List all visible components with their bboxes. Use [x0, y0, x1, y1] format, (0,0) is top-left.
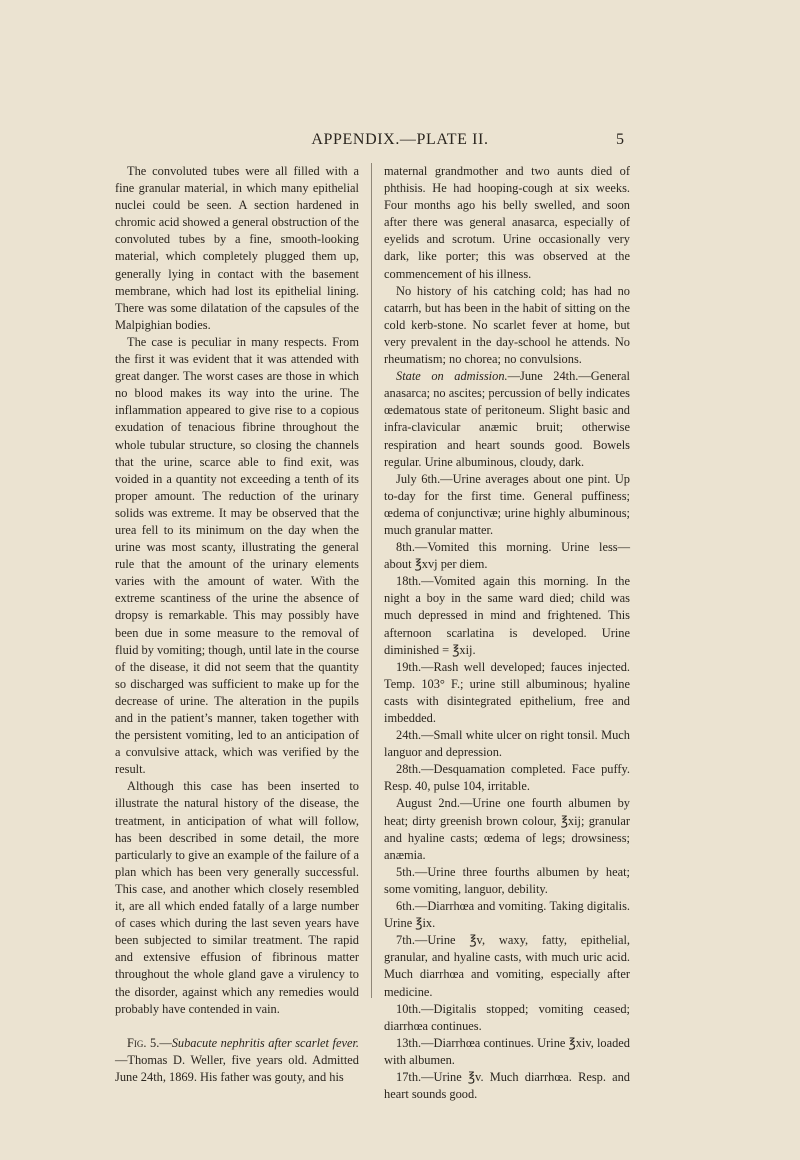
figure-caption-text: —Thomas D. Weller, five years old. Admitted June 24th, 1869. His father was gouty, and his [115, 1052, 359, 1084]
paragraph: 18th.—Vomited again this morning. In the night a boy in the same ward died; child was much depressed in mind and frightened. This afternoon scarlatina is developed. Urine diminished = ℥xij. [384, 574, 630, 657]
paragraph: No history of his catching cold; has had no catarrh, but has been in the habit of sitting on the cold kerb-stone. No scarlet fever at home, but very prevalent in the day-school he attends. No rheumatism; no chorea; no convulsions. [384, 283, 630, 367]
paragraph-text: —June 24th.—General anasarca; no ascites; percussion of belly indicates œdematous state of peritoneum. Slight basic and infra-clavicular anæmic bruit; otherwise respiration and heart sounds good. Bowels regular. Urine albuminous, cloudy, dark. [384, 369, 631, 469]
page-number: 5 [616, 131, 624, 148]
paragraph: August 2nd.—Urine one fourth albumen by heat; dirty greenish brown colour, ℥xij; granular and hyaline casts; œdema of legs; drowsiness; anæmia. [384, 796, 630, 862]
figure-caption [115, 1035, 359, 1086]
figure-dash: — [159, 1035, 172, 1050]
paragraph: 17th.—Urine ℥v. Much diarrhœa. Resp. and heart sounds good. [384, 1069, 630, 1102]
paragraph: July 6th.—Urine averages about one pint. Up to-day for the first time. General puffiness; œdema of conjunctivæ; urine highly albuminous; much granular matter. [384, 471, 630, 537]
paragraph: 28th.—Desquamation completed. Face puffy. Resp. 40, pulse 104, irritable. [384, 762, 630, 794]
right-column [384, 163, 630, 1103]
column-divider [371, 163, 372, 998]
paragraph: 24th.—Small white ulcer on right tonsil. Much languor and depression. [384, 728, 630, 760]
paragraph: 13th.—Diarrhœa continues. Urine ℥xiv, loaded with albumen. [384, 1035, 630, 1067]
paragraph: 19th.—Rash well developed; fauces injected. Temp. 103° F.; urine still albuminous; hyaline casts with disintegrated epithelium, free and imbedded. [384, 659, 630, 725]
paragraph: 6th.—Diarrhœa and vomiting. Taking digitalis. Urine ℥ix. [384, 899, 630, 931]
paragraph: Although this case has been inserted to illustrate the natural history of the disease, the treatment, in anticipation of what will follow, has been described in some detail, the more particularly to give an example of the failure of a plan which has been very generally successful. This case, and another which closely resembled it, are all which ended fatally of a large number of cases which during the last seven years have been subjected to similar treatment. The rapid and extensive effusion of fibrinous matter throughout the whole gland gave a virulency to the disorder, against which any remedies would probably have contended in vain. [115, 779, 359, 1016]
running-title: APPENDIX.—PLATE II. [311, 131, 489, 148]
figure-label: Fig. 5. [127, 1035, 160, 1050]
section-heading: State on admission. [396, 369, 508, 384]
paragraph: The convoluted tubes were all filled with a fine granular material, in which many epithelial nuclei could be seen. A section hardened in chromic acid showed a general obstruction of the convoluted tubes by a fine, smooth-looking material, which completely plugged them up, generally lying in contact with the basement membrane, which had lost its epithelial lining. There was some dilatation of the capsules of the Malpighian bodies. [115, 164, 359, 332]
paragraph: The case is peculiar in many respects. From the first it was evident that it was attended with great danger. The worst cases are those in which no blood makes its way into the urine. The inflammation appeared to give rise to a copious exudation of tenacious fibrine throughout the whole tubular structure, so closing the channels that the urine, scarce able to find exit, was voided in a quantity not exceeding a tenth of its proper amount. The reduction of the urinary solids was extreme. It may be observed that the urea fell to its minimum on the day when the urine was most scanty, illustrating the general rule that the amount of the urinary elements varies with the amount of water. With the extreme scantiness of the urine the absence of dropsy is remarkable. This may possibly have been due in some measure to the removal of fluid by vomiting; though, until late in the course of the disease, it did not seem that the quantity so discharged was sufficient to make up for the decrease of urine. The alteration in the pupils and in the patient’s manner, taken together with the persistent vomiting, led to an anticipation of a convulsive attack, which was verified by the result. [115, 334, 359, 777]
paragraph: 5th.—Urine three fourths albumen by heat; some vomiting, languor, debility. [384, 864, 630, 896]
paragraph: 10th.—Digitalis stopped; vomiting ceased; diarrhœa continues. [384, 1001, 630, 1033]
paragraph: 7th.—Urine ℥v, waxy, fatty, epithelial, granular, and hyaline casts, with much uric acid. Much diarrhœa and vomiting, especially after medicine. [384, 933, 630, 999]
left-column [115, 163, 359, 1086]
page-header [0, 131, 800, 153]
paragraph: 8th.—Vomited this morning. Urine less—about ℥xvj per diem. [384, 540, 630, 572]
paragraph: maternal grandmother and two aunts died of phthisis. He had hooping-cough at six weeks. Four months ago his belly swelled, and soon after there was general anasarca, especially of eyelids and scrotum. Urine occasionally very dark, like porter; this was observed at the commencement of his illness. [384, 164, 630, 281]
figure-title: Subacute nephritis after scarlet fever. [171, 1035, 359, 1050]
paragraph [384, 368, 630, 471]
